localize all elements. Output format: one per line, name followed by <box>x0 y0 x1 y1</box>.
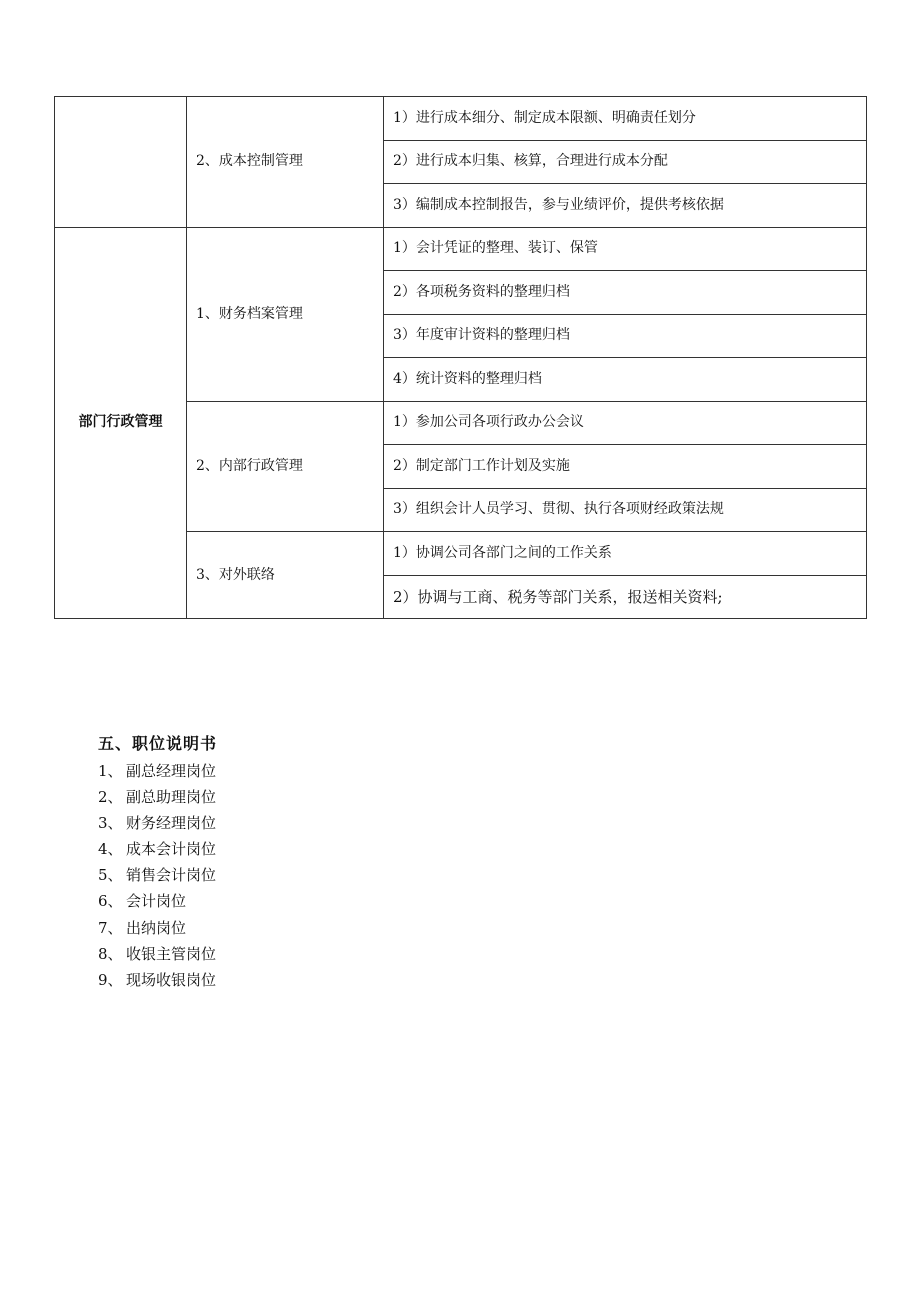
department-cell: 部门行政管理 <box>55 227 187 619</box>
job-list <box>98 758 217 993</box>
duty-item: 1）进行成本细分、制定成本限额、明确责任划分 <box>384 97 867 141</box>
category-cell: 2、成本控制管理 <box>187 97 384 228</box>
list-item-label: 成本会计岗位 <box>126 840 217 859</box>
list-item-label: 现场收银岗位 <box>126 970 217 989</box>
list-item-number: 5、 <box>98 866 123 885</box>
list-item-label: 副总助理岗位 <box>126 788 217 807</box>
department-cell <box>55 97 187 228</box>
list-item <box>98 784 217 810</box>
category-cell: 1、财务档案管理 <box>187 227 384 401</box>
table-row <box>55 227 867 271</box>
list-item-number: 8、 <box>98 944 123 963</box>
list-item-number: 6、 <box>98 892 123 911</box>
section-title: 五、职位说明书 <box>98 734 218 753</box>
list-item-label: 财务经理岗位 <box>126 814 217 833</box>
list-item <box>98 967 217 993</box>
duty-item: 3）组织会计人员学习、贯彻、执行各项财经政策法规 <box>384 488 867 532</box>
duty-item: 4）统计资料的整理归档 <box>384 358 867 402</box>
list-item-label: 销售会计岗位 <box>126 866 217 885</box>
duty-item: 2）各项税务资料的整理归档 <box>384 271 867 315</box>
list-item-label: 收银主管岗位 <box>126 944 217 963</box>
list-item <box>98 758 217 784</box>
list-item-number: 3、 <box>98 814 123 833</box>
duty-item: 2）进行成本归集、核算，合理进行成本分配 <box>384 140 867 184</box>
list-item-number: 1、 <box>98 762 123 780</box>
category-cell: 2、内部行政管理 <box>187 401 384 532</box>
duty-item: 1）协调公司各部门之间的工作关系 <box>384 532 867 576</box>
duties-table <box>54 96 867 619</box>
list-item <box>98 862 217 888</box>
list-item-number: 2、 <box>98 788 123 807</box>
duty-item: 3）年度审计资料的整理归档 <box>384 314 867 358</box>
list-item-number: 7、 <box>98 918 123 937</box>
list-item-label: 出纳岗位 <box>126 918 187 937</box>
table-row <box>55 97 867 141</box>
list-item <box>98 836 217 862</box>
list-item <box>98 941 217 967</box>
list-item-number: 4、 <box>98 840 123 859</box>
duty-item: 2）制定部门工作计划及实施 <box>384 445 867 489</box>
list-item <box>98 888 217 914</box>
job-descriptions-section <box>98 731 217 993</box>
duty-item: 3）编制成本控制报告，参与业绩评价，提供考核依据 <box>384 184 867 228</box>
list-item-number: 9、 <box>98 970 123 989</box>
duty-item: 1）会计凭证的整理、装订、保管 <box>384 227 867 271</box>
list-item <box>98 810 217 836</box>
category-cell: 3、对外联络 <box>187 532 384 619</box>
duty-item: 2）协调与工商、税务等部门关系，报送相关资料; <box>384 575 867 619</box>
list-item-label: 副总经理岗位 <box>126 762 217 780</box>
list-item <box>98 915 217 941</box>
duty-item: 1）参加公司各项行政办公会议 <box>384 401 867 445</box>
list-item-label: 会计岗位 <box>126 892 187 911</box>
